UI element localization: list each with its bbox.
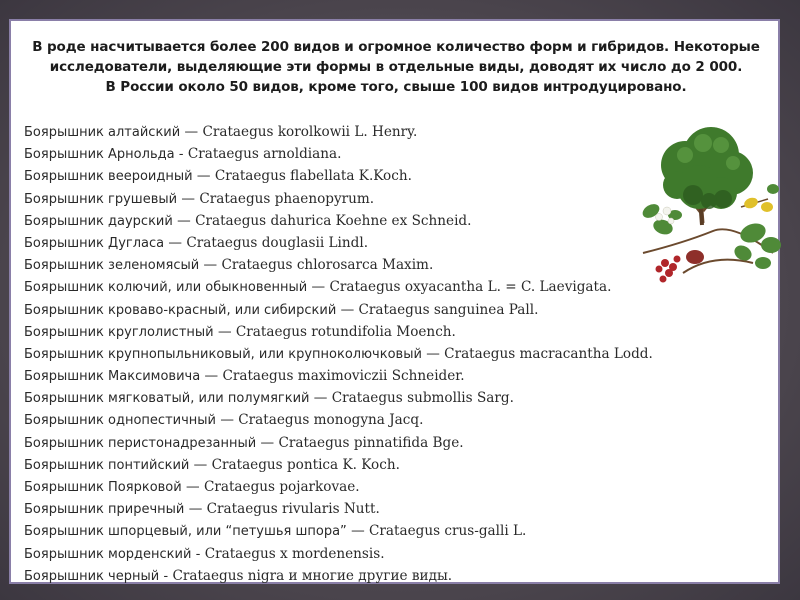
species-russian-name: Боярышник зеленомясый	[24, 258, 200, 274]
species-latin-name: Crataegus pontica K. Koch.	[211, 456, 400, 473]
species-latin-name: Crataegus monogyna Jacq.	[238, 412, 424, 429]
species-item	[24, 565, 653, 587]
intro-line-2: исследователи, выделяющие эти формы в отдельные виды, доводят их число до 2 000.	[49, 59, 743, 75]
species-separator: —	[189, 456, 212, 473]
species-latin-name: Crataegus macracantha Lodd.	[444, 345, 653, 362]
species-russian-name: Боярышник Максимовича	[24, 369, 201, 385]
species-separator: —	[184, 501, 207, 518]
species-item	[24, 454, 653, 476]
species-separator: —	[200, 368, 223, 385]
species-list	[24, 121, 653, 587]
species-item	[24, 432, 653, 454]
species-item	[24, 188, 653, 210]
species-item	[24, 232, 653, 254]
species-separator: —	[180, 124, 203, 140]
slide	[9, 19, 780, 584]
species-russian-name: Боярышник колючий, или обыкновенный	[24, 280, 308, 296]
species-separator: —	[216, 412, 239, 429]
species-russian-name: Боярышник морденский	[24, 546, 192, 562]
species-item	[24, 498, 653, 520]
species-item	[24, 543, 653, 565]
species-russian-name: Боярышник кроваво-красный, или сибирский	[24, 302, 337, 318]
species-russian-name: Боярышник крупнопыльниковый, или крупноколючковый	[24, 346, 422, 362]
species-russian-name: Боярышник круглолистный	[24, 324, 214, 340]
species-separator: —	[421, 345, 445, 362]
species-separator: —	[309, 390, 332, 407]
species-separator: —	[181, 479, 204, 495]
species-latin-name: Crataegus korolkowii L. Henry.	[202, 124, 418, 140]
species-russian-name: Боярышник однопестичный	[24, 413, 216, 429]
species-latin-name: Crataegus flabellata K.Koch.	[214, 168, 412, 185]
species-latin-name: Crataegus sanguinea Pall.	[358, 301, 539, 318]
species-russian-name: Боярышник Дугласа	[24, 235, 165, 251]
species-item	[24, 476, 653, 498]
species-latin-name: Crataegus rivularis Nutt.	[206, 501, 380, 518]
species-latin-name: Crataegus arnoldiana.	[187, 146, 342, 163]
species-latin-name: Crataegus submollis Sarg.	[331, 390, 514, 407]
species-item	[24, 520, 653, 542]
species-item	[24, 121, 653, 143]
species-item	[24, 276, 653, 298]
species-separator: -	[191, 545, 205, 562]
species-russian-name: Боярышник черный	[24, 568, 160, 584]
species-separator: —	[192, 168, 215, 185]
hawthorn-illustration	[623, 103, 781, 293]
species-latin-name: Crataegus rotundifolia Moench.	[235, 323, 456, 340]
species-item	[24, 254, 653, 276]
species-russian-name: Боярышник грушевый	[24, 191, 178, 207]
intro-paragraph	[25, 37, 767, 97]
species-item	[24, 299, 653, 321]
species-russian-name: Боярышник Арнольда	[24, 147, 175, 163]
species-separator: —	[256, 434, 279, 451]
species-russian-name: Боярышник приречный	[24, 502, 185, 518]
species-separator: —	[346, 523, 370, 540]
species-latin-name: Crataegus oxyacantha L. = C. Laevigata.	[329, 279, 612, 296]
species-latin-name: Crataegus phaenopyrum.	[199, 190, 375, 207]
species-item	[24, 143, 653, 165]
species-item	[24, 210, 653, 232]
species-latin-name: Crataegus douglasii Lindl.	[186, 234, 369, 251]
species-item	[24, 343, 653, 365]
species-separator: —	[213, 323, 236, 340]
species-latin-name: Crataegus dahurica Koehne ex Schneid.	[195, 212, 472, 229]
species-russian-name: Боярышник шпорцевый, или “петушья шпора”	[24, 524, 347, 540]
species-latin-name: Crataegus chlorosarca Maxim.	[221, 257, 434, 274]
species-russian-name: Боярышник понтийский	[24, 457, 190, 473]
intro-line-3: В России около 50 видов, кроме того, свыше 100 видов интродуцировано.	[105, 79, 687, 95]
species-russian-name: Боярышник перистонадрезанный	[24, 435, 257, 451]
species-russian-name: Боярышник Поярковой	[24, 480, 182, 495]
species-latin-name: Crataegus x mordenensis.	[204, 545, 385, 562]
species-item	[24, 409, 653, 431]
species-latin-name: Crataegus pinnatifida Bge.	[278, 434, 464, 451]
species-latin-name: Crataegus nigra и многие другие виды.	[172, 567, 453, 584]
species-russian-name: Боярышник мягковатый, или полумягкий	[24, 391, 310, 407]
intro-line-1: В роде насчитывается более 200 видов и огромное количество форм и гибридов. Некоторые	[32, 39, 760, 55]
species-item	[24, 165, 653, 187]
species-separator: —	[307, 279, 330, 296]
species-latin-name: Crataegus crus-galli L.	[369, 523, 527, 540]
species-item	[24, 365, 653, 387]
species-separator: -	[174, 146, 188, 163]
species-item	[24, 387, 653, 409]
species-separator: -	[159, 567, 173, 584]
species-latin-name: Crataegus maximoviczii Schneider.	[222, 368, 465, 385]
species-separator: —	[164, 234, 187, 251]
species-separator: —	[336, 301, 359, 318]
species-separator: —	[172, 212, 196, 229]
species-russian-name: Боярышник алтайский	[24, 125, 181, 140]
species-russian-name: Боярышник даурский	[24, 213, 173, 229]
species-separator: —	[199, 257, 222, 274]
species-russian-name: Боярышник веероидный	[24, 169, 193, 185]
species-separator: —	[177, 190, 200, 207]
species-item	[24, 321, 653, 343]
species-latin-name: Crataegus pojarkovae.	[203, 479, 360, 495]
